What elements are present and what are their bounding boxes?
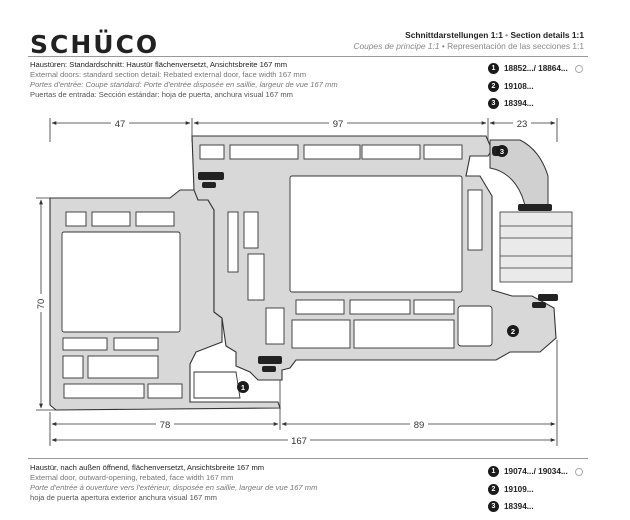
bottom-desc-de: Haustür, nach außen öffnend, flächenversetzt, Ansichtsbreite 167 mm	[30, 463, 265, 472]
marker-1: 1	[488, 466, 499, 477]
article-number: 19108...	[504, 81, 534, 91]
top-desc-de: Haustüren: Standardschnitt: Haustür flächenversetzt, Ansichtsbreite 167 mm	[30, 60, 288, 69]
dim-top-left: 47	[114, 119, 126, 130]
drawing-marker-1	[237, 381, 249, 393]
dim-left-height: 70	[36, 298, 47, 310]
title-separator: •	[502, 30, 511, 40]
marker-1: 1	[488, 63, 499, 74]
dim-overall: 167	[291, 436, 307, 447]
drawing-marker-2	[507, 325, 519, 337]
top-desc-en: External doors: standard section detail: Rebated external door, face width 167 mm	[30, 70, 307, 79]
marker-label: 2	[510, 327, 516, 336]
schueco-logo: SCHÜCO	[30, 30, 160, 59]
top-desc-es: Puertas de entrada: Sección estándar: hoja de puerta, anchura visual 167 mm	[30, 90, 293, 99]
marker-label: 1	[240, 383, 246, 392]
bottom-section-description	[30, 463, 317, 503]
article-row	[488, 481, 583, 499]
section-divider	[28, 458, 588, 459]
title-de: Schnittdarstellungen 1:1	[405, 30, 503, 40]
article-row	[488, 463, 583, 481]
title-en: Section details 1:1	[510, 30, 584, 40]
article-number: 18394...	[504, 99, 534, 108]
article-number: 19109...	[504, 484, 534, 494]
glass-panel	[500, 212, 572, 282]
marker-2: 2	[488, 484, 499, 495]
subtitle-es: Representación de las secciones 1:1	[447, 41, 584, 51]
dim-bottom-left: 78	[159, 420, 171, 431]
marker-2: 2	[488, 81, 499, 92]
article-number: 19074.../ 19034...	[504, 467, 568, 476]
bottom-desc-es: hoja de puerta apertura exterior anchura visual 167 mm	[30, 493, 217, 502]
subtitle-separator: •	[439, 41, 448, 51]
bottom-article-list	[488, 463, 583, 516]
top-desc-fr: Portes d'entrée: Coupe standard: Porte d'entrée disposée en saillie, largeur de vue 167 mm	[30, 80, 338, 89]
marker-3: 3	[488, 98, 499, 109]
bottom-desc-en: External door, outward-opening, rebated, face width 167 mm	[30, 473, 234, 482]
subtitle-fr: Coupes de principe 1:1	[353, 41, 440, 51]
article-number: 18394...	[504, 502, 534, 511]
drawing-marker-3	[496, 145, 508, 157]
dim-top-right: 23	[516, 119, 528, 130]
article-number: 18852.../ 18864...	[504, 64, 568, 73]
article-row	[488, 498, 583, 516]
marker-label: 3	[499, 147, 505, 156]
dim-bottom-right: 89	[413, 420, 425, 431]
dim-top-middle: 97	[332, 119, 344, 130]
bottom-desc-fr: Porte d'entrée à ouverture vers l'extérieur, disposée en saillie, largeur de vue 167 mm	[30, 483, 318, 492]
marker-3: 3	[488, 501, 499, 512]
info-icon[interactable]	[575, 468, 583, 476]
